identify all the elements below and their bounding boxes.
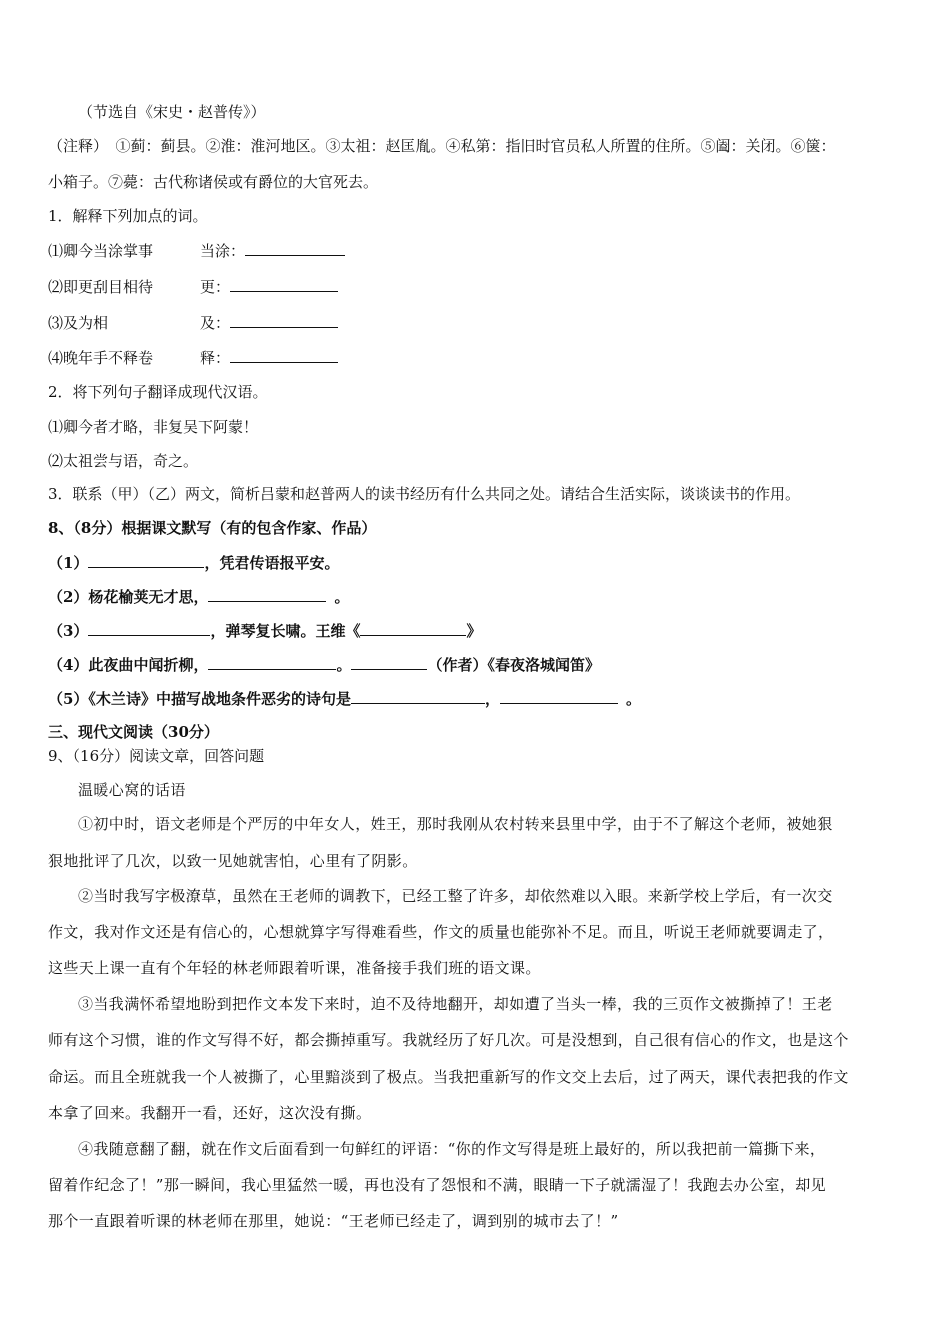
q1-item-phrase: ⑶及为相 [48,314,109,332]
answer-blank[interactable] [230,312,338,328]
q8-text: （2）杨花榆荚无才思， [48,588,209,606]
q8-label: （3） [48,622,89,640]
answer-blank[interactable] [88,552,204,568]
notes-line-1: （注释） ①蓟：蓟县。②淮：淮河地区。③太祖：赵匡胤。④私第：指旧时官员私人所置的住所。⑤阖：关闭。⑥箧： [48,137,836,155]
q1-item-phrase: ⑴卿今当涂掌事 [48,242,154,260]
q2-title: 2．将下列句子翻译成现代汉语。 [48,383,268,401]
answer-blank[interactable] [208,654,336,670]
q8-text: （5）《木兰诗》中描写战地条件恶劣的诗句是 [48,690,351,708]
q8-text: 》 [466,622,482,640]
q8-line-4 [48,654,600,675]
essay-line: 留着作纪念了！”那一瞬间，我心里猛然一暖，再也没有了怨恨和不满，眼睛一下子就濡湿了！我跑去办公室，却见 [48,1176,827,1194]
essay-line: 本拿了回来。我翻开一看，还好，这次没有撕。 [48,1104,372,1122]
q8-text: 。 [336,656,352,674]
source-line: （节选自《宋史・赵普传》） [78,103,266,121]
essay-line: ③当我满怀希望地盼到把作文本发下来时，迫不及待地翻开，却如遭了当头一棒，我的三页作文被撕掉了！王老 [78,995,833,1013]
notes-line-2: 小箱子。⑦薨：古代称诸侯或有爵位的大官死去。 [48,173,379,191]
essay-title: 温暖心窝的话语 [78,781,186,799]
q1-item [48,276,338,297]
q8-text: ， [484,690,500,708]
section-heading: 三、现代文阅读（30分） [48,723,219,741]
essay-line: 那个一直跟着听课的林老师在那里，她说：“王老师已经走了，调到别的城市去了！” [48,1212,619,1230]
q2-item: ⑵太祖尝与语，奇之。 [48,452,199,470]
answer-blank[interactable] [351,688,485,704]
answer-blank[interactable] [351,654,427,670]
q1-item [48,312,338,333]
q8-line-2 [48,586,349,607]
essay-line: 师有这个习惯，谁的作文写得不好，都会撕掉重写。我就经历了好几次。可是没想到，自己很有信心的作文，也是这个 [48,1031,849,1049]
answer-blank[interactable] [208,586,326,602]
q1-item-phrase: ⑷晚年手不释卷 [48,349,154,367]
answer-blank[interactable] [230,347,338,363]
q8-title: 8、（8分）根据课文默写（有的包含作家、作品） [48,519,377,537]
answer-blank[interactable] [88,620,210,636]
q8-line-1 [48,552,339,573]
q8-text: ，凭君传语报平安。 [204,554,340,572]
q8-text: （4）此夜曲中闻折柳， [48,656,209,674]
q1-item-word: 当涂： [200,242,246,260]
answer-blank[interactable] [500,688,618,704]
q8-line-5 [48,688,641,709]
essay-line: 狠地批评了几次，以致一见她就害怕，心里有了阴影。 [48,852,418,870]
essay-line: 作文，我对作文还是有信心的，心想就算字写得难看些，作文的质量也能弥补不足。而且，听说王老师就要调走了， [48,923,834,941]
answer-blank[interactable] [245,240,345,256]
q1-item-word: 释： [200,349,231,367]
q1-item-word: 及： [200,314,231,332]
q1-item [48,240,345,261]
q8-text: （作者）《春夜洛城闻笛》 [427,656,600,674]
q8-text: 。 [625,690,641,708]
q8-text: 。 [334,588,350,606]
q1-item-word: 更： [200,278,231,296]
q1-item-phrase: ⑵即更刮目相待 [48,278,154,296]
answer-blank[interactable] [360,620,466,636]
answer-blank[interactable] [230,276,338,292]
q3-text: 3．联系（甲）（乙）两文，简析吕蒙和赵普两人的读书经历有什么共同之处。请结合生活实际，谈谈读书的作用。 [48,485,801,503]
q8-label: （1） [48,554,89,572]
q2-item: ⑴卿今者才略，非复吴下阿蒙！ [48,418,259,436]
q9-title: 9、（16分）阅读文章，回答问题 [48,747,265,765]
q8-line-3 [48,620,481,641]
essay-line: 这些天上课一直有个年轻的林老师跟着听课，准备接手我们班的语文课。 [48,959,541,977]
essay-line: ①初中时，语文老师是个严厉的中年女人，姓王，那时我刚从农村转来县里中学，由于不了解这个老师，被她狠 [78,815,833,833]
q1-item [48,347,338,368]
essay-line: 命运。而且全班就我一个人被撕了，心里黯淡到了极点。当我把重新写的作文交上去后，过了两天，课代表把我的作文 [48,1068,849,1086]
q8-text: ，弹琴复长啸。王维《 [210,622,361,640]
essay-line: ④我随意翻了翻，就在作文后面看到一句鲜红的评语：“你的作文写得是班上最好的，所以我把前一篇撕下来， [78,1140,826,1158]
q1-title: 1．解释下列加点的词。 [48,207,208,225]
essay-line: ②当时我写字极潦草，虽然在王老师的调教下，已经工整了许多，却依然难以入眼。来新学校上学后，有一次交 [78,887,833,905]
